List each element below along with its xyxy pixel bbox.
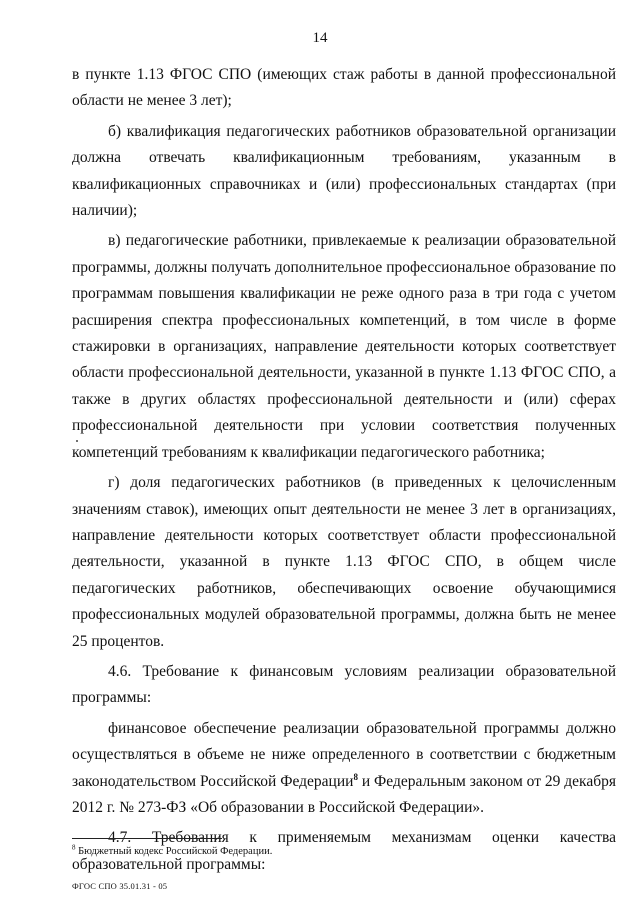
paragraph-financial (72, 716, 616, 822)
document-code: ФГОС СПО 35.01.31 - 05 (72, 881, 168, 891)
footnote-reference: 8 (353, 771, 358, 782)
scan-speck (76, 440, 78, 442)
paragraph-4-6: 4.6. Требование к финансовым условиям реализации образовательной программы: (72, 662, 616, 707)
page-number: 14 (312, 30, 328, 46)
paragraph-financial-part2: и Федеральным законом от 29 декабря 2012 г. № 273-ФЗ «Об образовании в Российской Федерации». (72, 772, 616, 816)
document-body (72, 62, 616, 882)
paragraph-financial-part1: финансовое обеспечение реализации образовательной программы должно осуществляться в объеме не ниже определенного в соответствии с бюджетным законодательством Российской Федерации (72, 719, 616, 790)
footnote-separator (72, 838, 222, 839)
paragraph-1: в пункте 1.13 ФГОС СПО (имеющих стаж работы в данной профессиональной области не менее 3 лет); (72, 66, 616, 110)
footnote-text: Бюджетный кодекс Российской Федерации. (78, 846, 273, 857)
paragraph-b: б) квалификация педагогических работников образовательной организации должна отвечать квалификационным требованиям, указанным в квалификационных справочниках и (или) профессиональных стандартах (при наличии); (72, 122, 616, 220)
footnote (72, 843, 273, 857)
paragraph-4-7: 4.7. Требования к применяемым механизмам оценки качества образовательной программы: (72, 829, 616, 873)
paragraph-g: г) доля педагогических работников (в приведенных к целочисленным значениям ставок), имеющих опыт деятельности не менее 3 лет в организациях, направление деятельности которых соответствует области профессиональной деятельности, указанной в пункте 1.13 ФГОС СПО, в общем числе педагогических работников, обеспечивающих освоение обучающимися профессиональных модулей образовательной программы, должна быть не менее 25 процентов. (72, 474, 616, 650)
paragraph-v: в) педагогические работники, привлекаемые к реализации образовательной программы, должны получать дополнительное профессиональное образование по программам повышения квалификации не реже одного раза в три года с учетом расширения спектра профессиональных компетенций, в том числе в форме стажировки в организациях, направление деятельности которых соответствует области профессиональной деятельности, указанной в пункте 1.13 ФГОС СПО, а также в других областях профессиональной деятельности и (или) сферах профессиональной деятельности при условии соответствия полученных компетенций требованиям к квалификации педагогического работника; (72, 232, 616, 461)
footnote-number: 8 (72, 843, 76, 852)
